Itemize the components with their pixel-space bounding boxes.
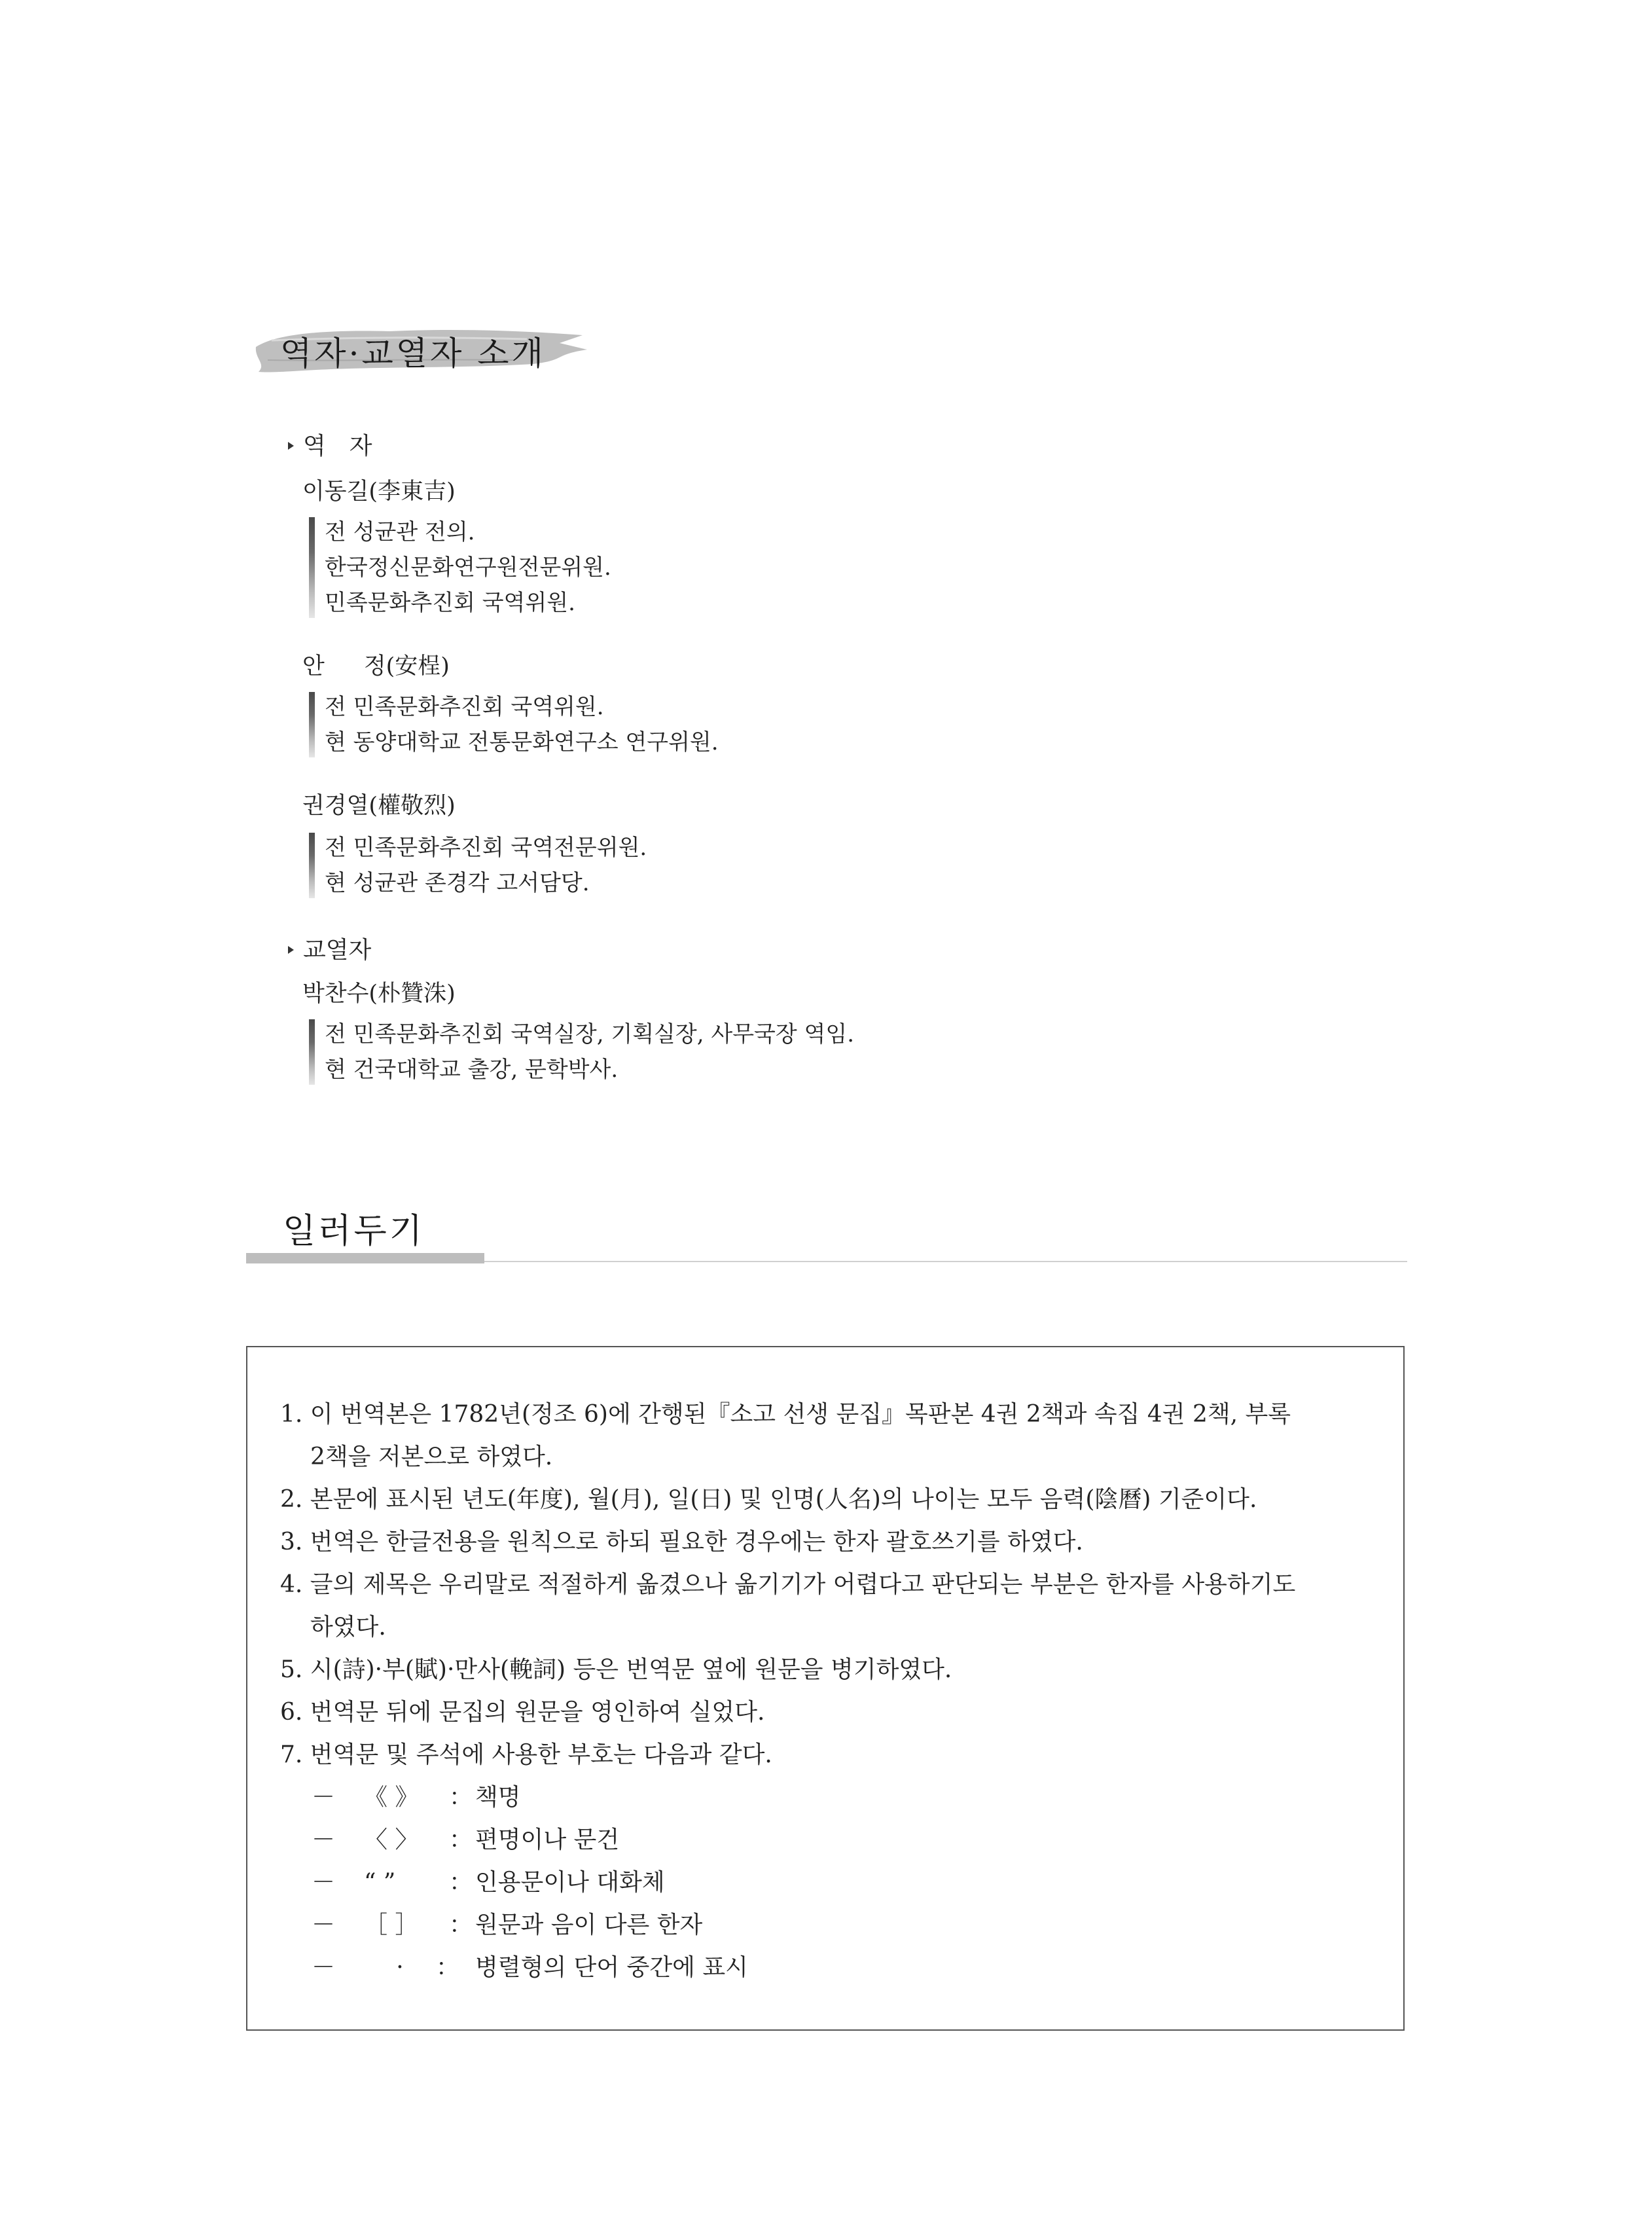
title-underline-thick — [246, 1253, 484, 1263]
reviewer-name: 박찬수(朴贊洙) — [302, 981, 456, 1007]
section-title-notes: 일러두기 — [283, 1212, 425, 1251]
translator-heading: 역 자 — [288, 427, 372, 461]
note-item-continuation: 하였다. — [310, 1614, 386, 1641]
translator-name: 안 정(安桯) — [302, 653, 450, 680]
note-item: 1. 이 번역본은 1782년(정조 6)에 간행된『소고 선생 문집』목판본 4권 2책과 속집 4권 2책, 부록 — [280, 1401, 1291, 1428]
translator-bio: 전 민족문화추진회 국역위원. 현 동양대학교 전통문화연구소 연구위원. — [309, 689, 719, 760]
symbol-row: － “ ” ： 인용문이나 대화체 — [312, 1869, 665, 1896]
note-item-continuation: 2책을 저본으로 하였다. — [310, 1443, 553, 1470]
translator-name: 이동길(李東吉) — [302, 479, 456, 505]
note-item: 6. 번역문 뒤에 문집의 원문을 영인하여 실었다. — [280, 1699, 765, 1726]
symbol-row: － 《 》 ： 책명 — [312, 1784, 521, 1811]
note-item: 7. 번역문 및 주석에 사용한 부호는 다음과 같다. — [280, 1741, 772, 1768]
bio-bar-marker — [309, 517, 315, 618]
reviewer-heading: 교열자 — [288, 932, 371, 965]
symbol-row: － · ： 병렬형의 단어 중간에 표시 — [312, 1954, 748, 1981]
section-title-translators: 역자·교열자 소개 — [280, 335, 546, 372]
translator-bio: 전 민족문화추진회 국역전문위원. 현 성균관 존경각 고서담당. — [309, 830, 647, 901]
note-item: 2. 본문에 표시된 년도(年度), 월(月), 일(日) 및 인명(人名)의 나이는 모두 음력(陰曆) 기준이다. — [280, 1486, 1257, 1513]
triangle-bullet-icon — [288, 442, 294, 450]
bio-bar-marker — [309, 692, 315, 757]
note-item: 4. 글의 제목은 우리말로 적절하게 옮겼으나 옮기기가 어렵다고 판단되는 부분은 한자를 사용하기도 — [280, 1571, 1296, 1598]
triangle-bullet-icon — [288, 946, 294, 954]
translator-name: 권경열(權敬烈) — [302, 793, 456, 819]
reviewer-bio: 전 민족문화추진회 국역실장, 기획실장, 사무국장 역임. 현 건국대학교 출강, 문학박사. — [309, 1017, 854, 1087]
symbol-row: － ［ ］ ： 원문과 음이 다른 한자 — [312, 1912, 703, 1938]
note-item: 5. 시(詩)·부(賦)·만사(輓詞) 등은 번역문 옆에 원문을 병기하였다. — [280, 1656, 952, 1683]
bio-bar-marker — [309, 1019, 315, 1085]
title-underline-thin — [484, 1261, 1407, 1262]
bio-bar-marker — [309, 833, 315, 898]
symbol-row: － 〈 〉 ： 편명이나 문건 — [312, 1826, 620, 1853]
translator-bio: 전 성균관 전의. 한국정신문화연구원전문위원. 민족문화추진회 국역위원. — [309, 515, 611, 621]
note-item: 3. 번역은 한글전용을 원칙으로 하되 필요한 경우에는 한자 괄호쓰기를 하였다. — [280, 1529, 1083, 1555]
